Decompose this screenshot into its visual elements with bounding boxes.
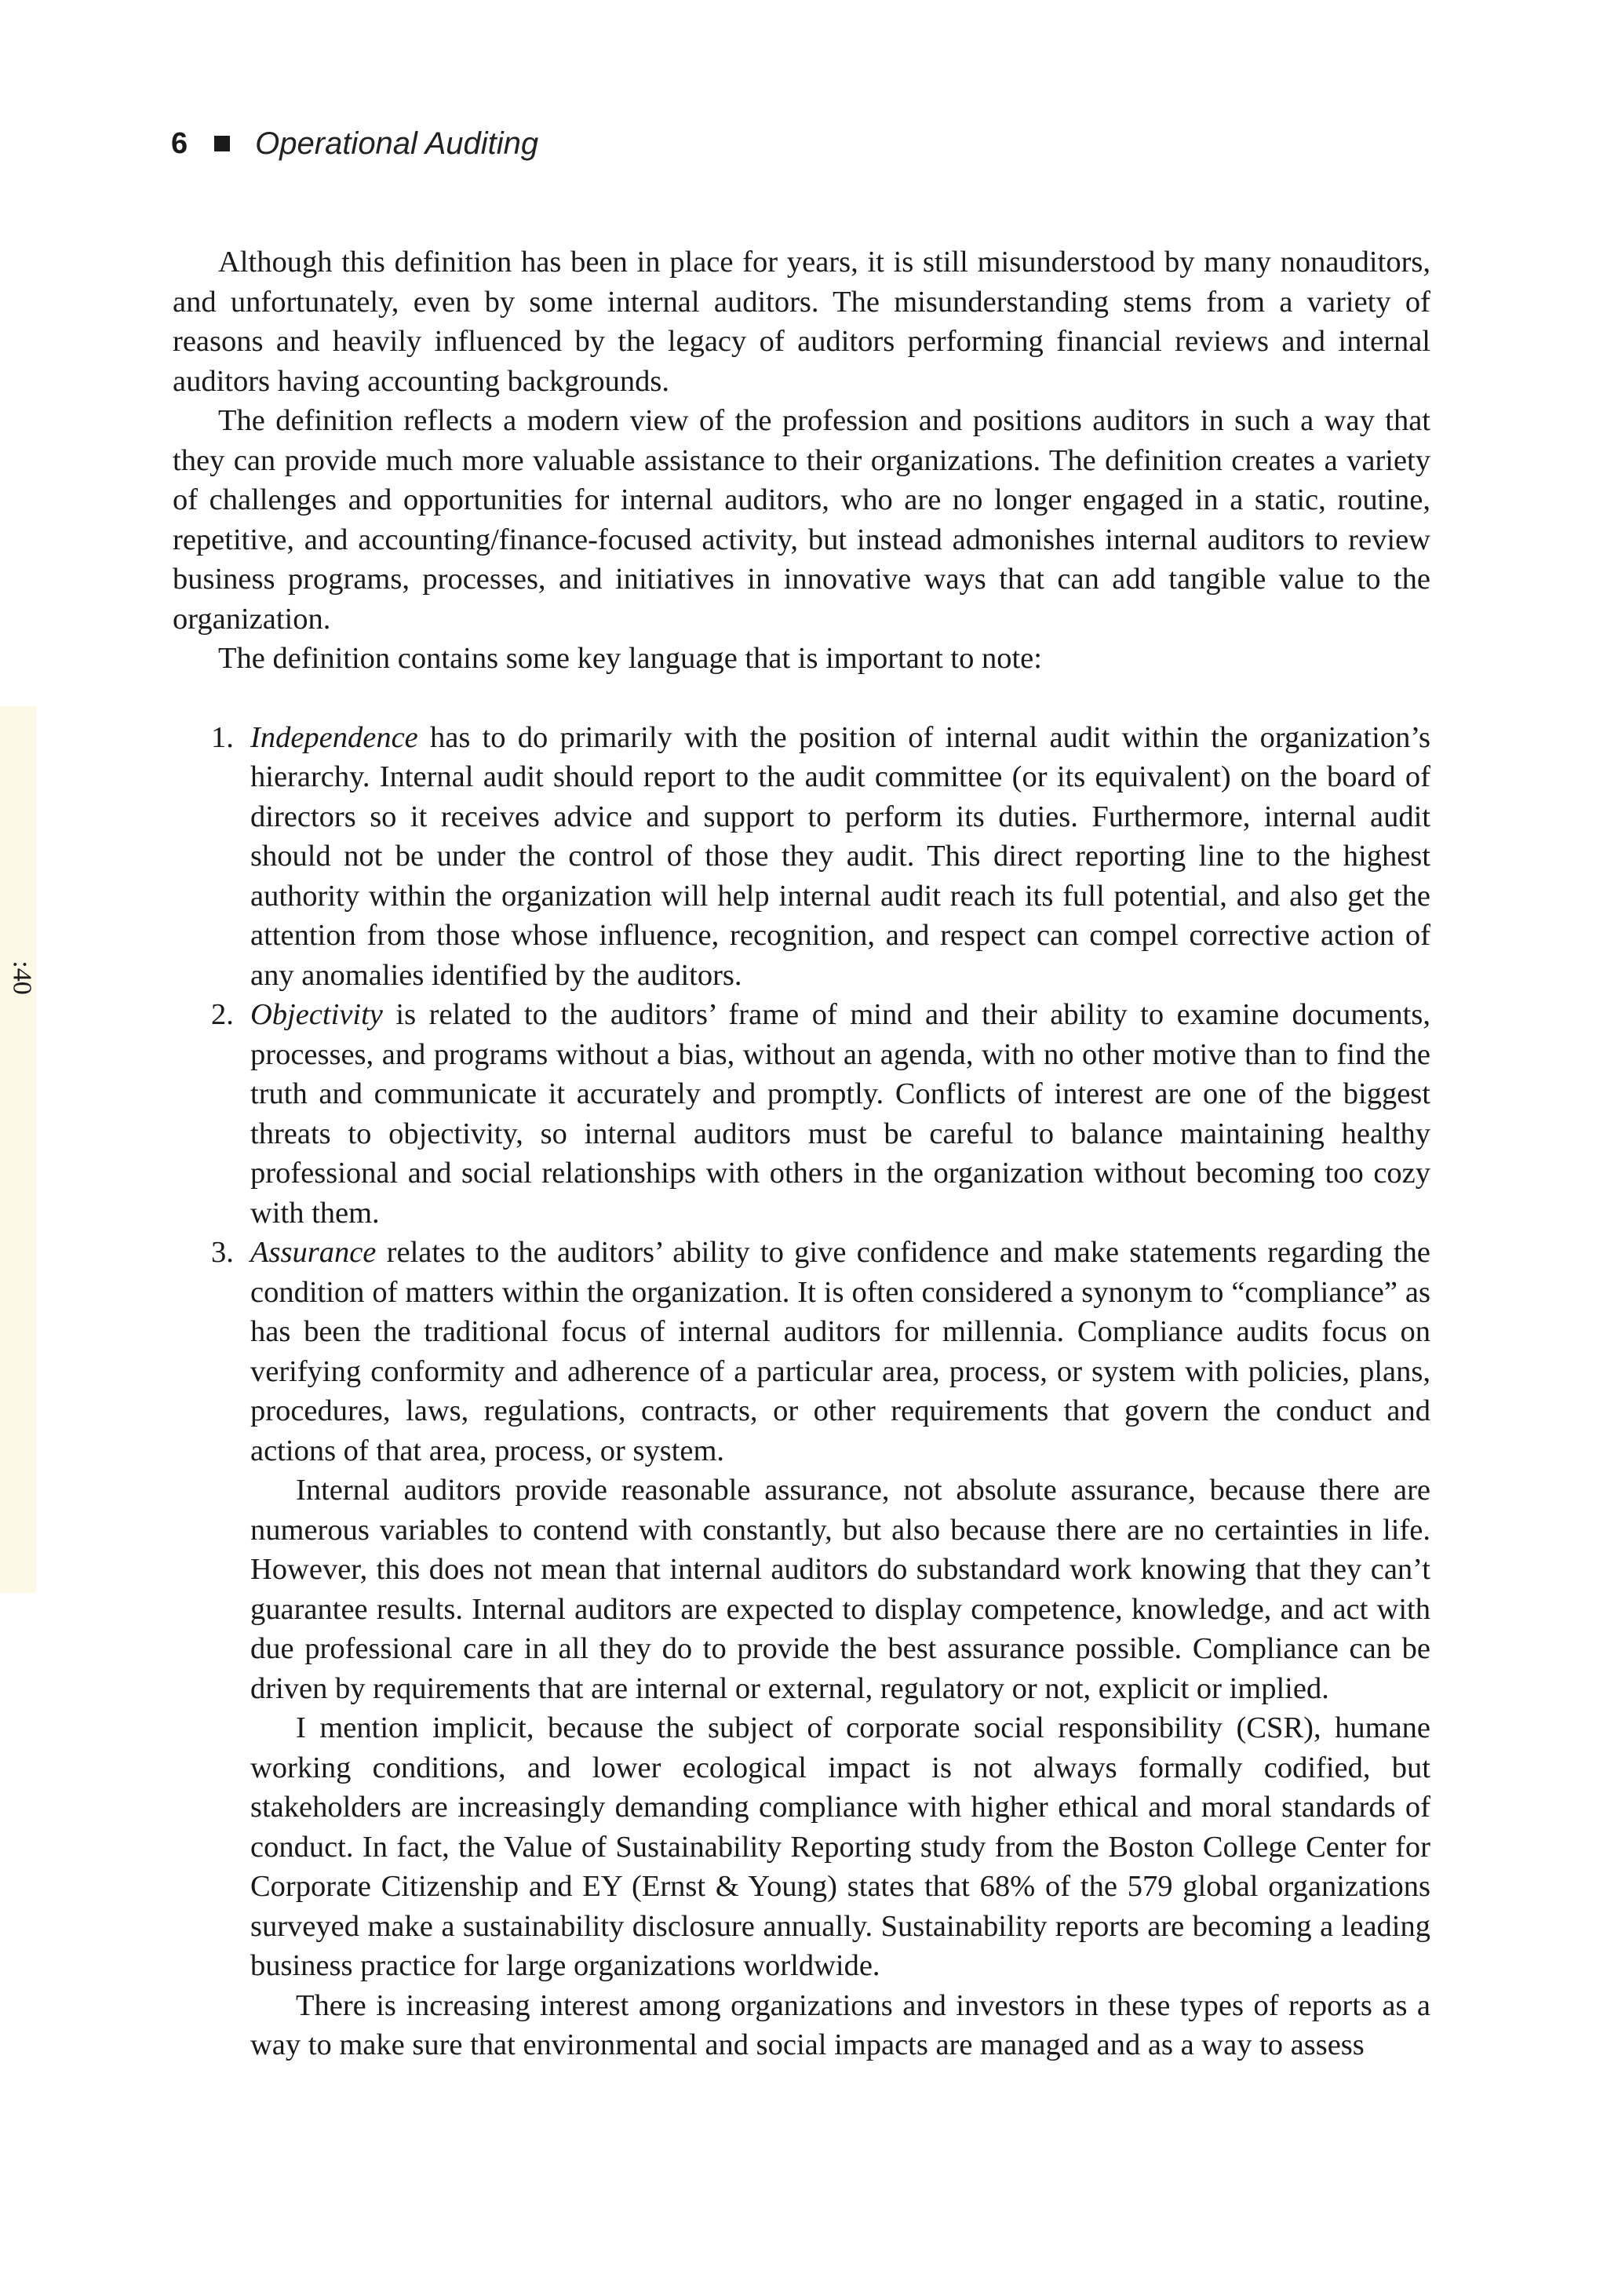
list-item-text [250, 1233, 1430, 1471]
paragraph-intro-1: Although this definition has been in place for years, it is still misunderstood by many nonauditors, and unfortunately, even by some internal auditors. The misunderstanding stems from a variety of reasons and heavily influenced by the legacy of auditors performing financial reviews and internal auditors having accounting backgrounds. [173, 246, 1430, 398]
list-item-term: Assurance [250, 1236, 377, 1269]
paragraph-intro-2: The definition reflects a modern view of the profession and positions auditors in such a way that they can provide much more valuable assistance to their organizations. The definition creates a variety of challenges and opportunities for internal auditors, who are no longer engaged in a static, routine, repetitive, and accounting/finance-focused activity, but instead admonishes internal auditors to review business programs, processes, and initiatives in innovative ways that can add tangible value to the organization. [173, 404, 1430, 636]
list-item-term: Objectivity [250, 998, 383, 1031]
list-item-body: is related to the auditors’ frame of mind and their ability to examine documents, processes, and programs without a bias, without an agenda, with no other motive than to find the truth and communicate it accurately and promptly. Conflicts of interest are one of the biggest threats to objectivity, so internal auditors must be careful to balance maintaining healthy professional and social relationships with others in the organization without becoming too cozy with them. [250, 998, 1430, 1230]
list-item-term: Independence [250, 720, 418, 754]
list-item [211, 1233, 1430, 1471]
paragraph-assurance-2: I mention implicit, because the subject of corporate social responsibility (CSR), humane working conditions, and lower ecological impact is not always formally codified, but stakeholders are increasingly demanding compliance with higher ethical and moral standards of conduct. In fact, the Value of Sustainability Reporting study from the Boston College Center for Corporate Citizenship and EY (Ernst & Young) states that 68% of the 579 global organizations surveyed make a sustainability disclosure annually. Sustainability reports are becoming a leading business practice for large organizations worldwide. [250, 1711, 1430, 1982]
list-item-body: relates to the auditors’ ability to give confidence and make statements regarding the condition of matters within the organization. It is often considered a synonym to “compliance” as has been the traditional focus of internal auditors for millennia. Compliance audits focus on verifying conformity and adherence of a particular area, process, or system with policies, plans, procedures, laws, regulations, contracts, or other requirements that govern the conduct and actions of that area, process, or system. [250, 1236, 1430, 1467]
spacer [173, 679, 1430, 718]
paragraph-intro-3: The definition contains some key language that is important to note: [218, 642, 1042, 675]
running-title: Operational Auditing [255, 126, 539, 161]
list-item [211, 718, 1430, 996]
list-item-body: has to do primarily with the position of internal audit within the organization’s hierarchy. Internal audit should report to the audit committee (or its equivalent) on the board of directors so it receives advice and support to perform its duties. Furthermore, internal audit should not be under the control of those they audit. This direct reporting line to the highest authority within the organization will help internal audit reach its full potential, and also get the attention from those whose influence, recognition, and respect can compel corrective action of any anomalies identified by the auditors. [250, 720, 1430, 992]
numbered-list [211, 718, 1430, 1471]
continued-paragraphs [250, 1471, 1430, 2065]
list-item-number: 1. [211, 720, 234, 754]
square-bullet-icon [214, 136, 230, 151]
paragraph-assurance-1: Internal auditors provide reasonable assurance, not absolute assurance, because there are numerous variables to contend with constantly, but also because there are no certainties in life. However, this does not mean that internal auditors do substandard work knowing that they can’t guarantee results. Internal auditors are expected to display competence, knowledge, and act with due professional care in all they do to provide the best assurance possible. Compliance can be driven by requirements that are internal or external, regulatory or not, explicit or implied. [250, 1474, 1430, 1705]
body-text [173, 242, 1430, 2065]
margin-highlight-strip [0, 706, 36, 1593]
running-head [171, 124, 538, 163]
list-item-number: 2. [211, 998, 234, 1031]
margin-mark-text: :40 [8, 960, 38, 995]
list-item-text [250, 995, 1430, 1233]
list-item [211, 995, 1430, 1233]
list-item-text [250, 718, 1430, 996]
list-item-number: 3. [211, 1236, 234, 1269]
paragraph-assurance-3: There is increasing interest among organizations and investors in these types of reports as a way to make sure that environmental and social impacts are managed and as a way to assess [250, 1988, 1430, 2061]
margin-mark [6, 949, 38, 1006]
page-number: 6 [171, 126, 188, 160]
